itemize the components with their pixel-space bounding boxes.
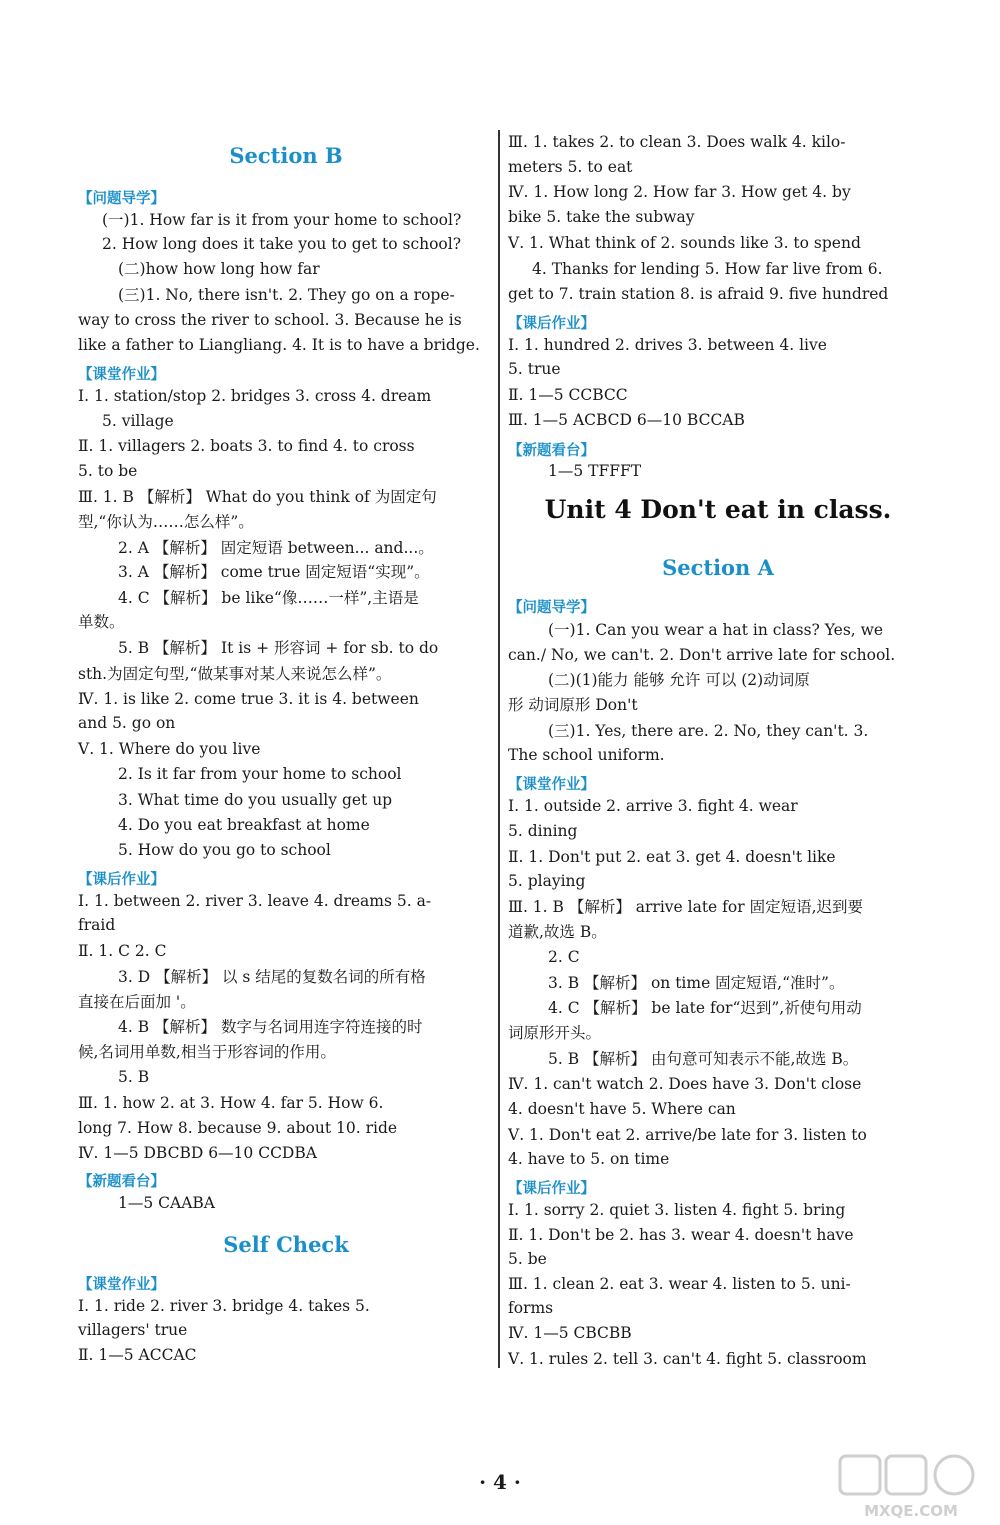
answer-line: Ⅲ. 1. clean 2. eat 3. wear 4. listen to 5. uni-	[508, 1275, 851, 1293]
exercise-label: 【课后作业】	[508, 1181, 595, 1197]
exercise-label: 【课堂作业】	[508, 777, 595, 793]
answer-line: 2. Is it far from your home to school	[118, 765, 402, 783]
answer-line: Ⅳ. 1. can't watch 2. Does have 3. Don't close	[508, 1075, 862, 1093]
answer-line: 道歉,故选 B。	[508, 923, 607, 941]
answer-line: (二)how how long how far	[118, 260, 320, 278]
answer-line: 型,“你认为……怎么样”。	[78, 513, 254, 531]
answer-line: sth.为固定句型,“做某事对某人来说怎么样”。	[78, 665, 392, 683]
answer-line: Ⅳ. 1. is like 2. come true 3. it is 4. between	[78, 690, 419, 708]
answer-line: 4. C 【解析】 be late for“迟到”,祈使句用动	[548, 999, 862, 1017]
answer-line: Ⅱ. 1. Don't be 2. has 3. wear 4. doesn't have	[508, 1226, 854, 1244]
answer-line: 4. doesn't have 5. Where can	[508, 1100, 736, 1118]
exercise-label: 【课后作业】	[508, 316, 595, 332]
answer-line: 5. How do you go to school	[118, 841, 331, 859]
answer-line: 直接在后面加 '。	[78, 993, 196, 1011]
answer-line: and 5. go on	[78, 714, 176, 732]
answer-line: 3. What time do you usually get up	[118, 791, 393, 809]
answer-line: meters 5. to eat	[508, 158, 633, 176]
answer-line: Ⅴ. 1. Don't eat 2. arrive/be late for 3. listen to	[508, 1126, 867, 1144]
page-number: · 4 ·	[479, 1470, 521, 1494]
answer-line: 5. B 【解析】 由句意可知表示不能,故选 B。	[548, 1050, 859, 1068]
exercise-label: 【新题看台】	[78, 1174, 165, 1190]
answer-line: 形 动词原形 Don't	[508, 696, 638, 714]
answer-line: Ⅲ. 1. how 2. at 3. How 4. far 5. How 6.	[78, 1094, 384, 1112]
answer-line: Ⅲ. 1. takes 2. to clean 3. Does walk 4. kilo-	[508, 133, 846, 151]
answer-line: 5. B 【解析】 It is + 形容词 + for sb. to do	[118, 639, 439, 657]
answer-line: Ⅴ. 1. Where do you live	[78, 740, 261, 758]
answer-line: Ⅳ. 1. How long 2. How far 3. How get 4. by	[508, 183, 851, 201]
answer-line: 4. have to 5. on time	[508, 1150, 670, 1168]
answer-line: Ⅱ. 1. C 2. C	[78, 942, 167, 960]
answer-line: 3. A 【解析】 come true 固定短语“实现”。	[118, 563, 430, 581]
answer-line: Ⅰ. 1. hundred 2. drives 3. between 4. live	[508, 336, 827, 354]
answer-line: 单数。	[78, 613, 125, 631]
answer-line: Ⅱ. 1—5 ACCAC	[78, 1346, 197, 1364]
unit-heading: Unit 4 Don't eat in class.	[544, 495, 892, 524]
answer-line: Ⅴ. 1. What think of 2. sounds like 3. to spend	[508, 234, 861, 252]
answer-line: 4. B 【解析】 数字与名词用连字符连接的时	[118, 1018, 423, 1036]
exercise-label: 【课后作业】	[78, 872, 165, 888]
answer-line: Ⅲ. 1. B 【解析】 arrive late for 固定短语,迟到要	[508, 898, 863, 916]
answer-line: can./ No, we can't. 2. Don't arrive late for school.	[508, 646, 896, 664]
answer-line: Ⅳ. 1—5 CBCBB	[508, 1324, 632, 1342]
answer-line: (二)(1)能力 能够 允许 可以 (2)动词原	[548, 671, 810, 689]
answer-line: (一)1. How far is it from your home to school?	[102, 211, 462, 229]
exercise-label: 【课堂作业】	[78, 367, 165, 383]
answer-line: Ⅰ. 1. station/stop 2. bridges 3. cross 4. dream	[78, 387, 432, 405]
answer-line: long 7. How 8. because 9. about 10. ride	[78, 1119, 398, 1137]
answer-line: Ⅰ. 1. ride 2. river 3. bridge 4. takes 5.	[78, 1297, 370, 1315]
answer-line: 4. Thanks for lending 5. How far live from 6.	[532, 260, 883, 278]
answer-line: way to cross the river to school. 3. Because he is	[78, 311, 462, 329]
answer-line: 候,名词用单数,相当于形容词的作用。	[78, 1043, 336, 1061]
answer-line: Ⅰ. 1. sorry 2. quiet 3. listen 4. fight 5. bring	[508, 1201, 846, 1219]
section-heading: Self Check	[223, 1232, 349, 1257]
answer-line: (三)1. No, there isn't. 2. They go on a rope-	[118, 286, 455, 304]
answer-line: like a father to Liangliang. 4. It is to have a bridge.	[78, 336, 480, 354]
answer-line: 3. D 【解析】 以 s 结尾的复数名词的所有格	[118, 968, 426, 986]
answer-line: Ⅲ. 1—5 ACBCD 6—10 BCCAB	[508, 411, 745, 429]
answer-line: Ⅱ. 1. Don't put 2. eat 3. get 4. doesn't like	[508, 848, 836, 866]
answer-line: Ⅴ. 1. rules 2. tell 3. can't 4. fight 5. classroom	[508, 1350, 867, 1368]
answer-line: (一)1. Can you wear a hat in class? Yes, we	[548, 621, 884, 639]
answer-line: 5. be	[508, 1250, 547, 1268]
answer-line: 5. dining	[508, 822, 578, 840]
answer-line: The school uniform.	[508, 746, 665, 764]
answer-line: 2. A 【解析】 固定短语 between... and...。	[118, 539, 434, 557]
exercise-label: 【问题导学】	[508, 600, 595, 616]
answer-line: 3. B 【解析】 on time 固定短语,“准时”。	[548, 974, 845, 992]
section-heading: Section B	[229, 143, 343, 168]
answer-line: 4. Do you eat breakfast at home	[118, 816, 370, 834]
answer-line: villagers' true	[78, 1321, 188, 1339]
answer-line: Ⅱ. 1—5 CCBCC	[508, 386, 628, 404]
answer-line: Ⅱ. 1. villagers 2. boats 3. to find 4. to cross	[78, 437, 415, 455]
exercise-label: 【课堂作业】	[78, 1277, 165, 1293]
exercise-label: 【新题看台】	[508, 443, 595, 459]
answer-line: Ⅲ. 1. B 【解析】 What do you think of 为固定句	[78, 488, 437, 506]
column-divider	[498, 130, 500, 1368]
answer-line: 5. playing	[508, 872, 586, 890]
answer-line: get to 7. train station 8. is afraid 9. five hundred	[508, 285, 889, 303]
watermark-logo-icon	[836, 1452, 986, 1522]
answer-line: 1—5 CAABA	[118, 1194, 215, 1212]
answer-line: fraid	[78, 916, 116, 934]
exercise-label: 【问题导学】	[78, 191, 165, 207]
answer-line: Ⅰ. 1. outside 2. arrive 3. fight 4. wear	[508, 797, 798, 815]
answer-line: 5. to be	[78, 462, 138, 480]
answer-line: forms	[508, 1299, 554, 1317]
answer-line: 2. C	[548, 948, 580, 966]
watermark-text: MXQE.COM	[864, 1502, 958, 1520]
answer-line: 2. How long does it take you to get to school?	[102, 235, 462, 253]
answer-line: bike 5. take the subway	[508, 208, 695, 226]
answer-line: Ⅰ. 1. between 2. river 3. leave 4. dreams 5. a-	[78, 892, 432, 910]
answer-line: 词原形开头。	[508, 1024, 602, 1042]
answer-line: 4. C 【解析】 be like“像……一样”,主语是	[118, 589, 419, 607]
answer-line: 5. B	[118, 1068, 150, 1086]
answer-line: 1—5 TFFFT	[548, 462, 642, 480]
answer-line: (三)1. Yes, there are. 2. No, they can't. 3.	[548, 722, 869, 740]
section-heading: Section A	[662, 555, 774, 580]
answer-line: 5. village	[102, 412, 174, 430]
answer-line: Ⅳ. 1—5 DBCBD 6—10 CCDBA	[78, 1144, 317, 1162]
answer-line: 5. true	[508, 360, 561, 378]
